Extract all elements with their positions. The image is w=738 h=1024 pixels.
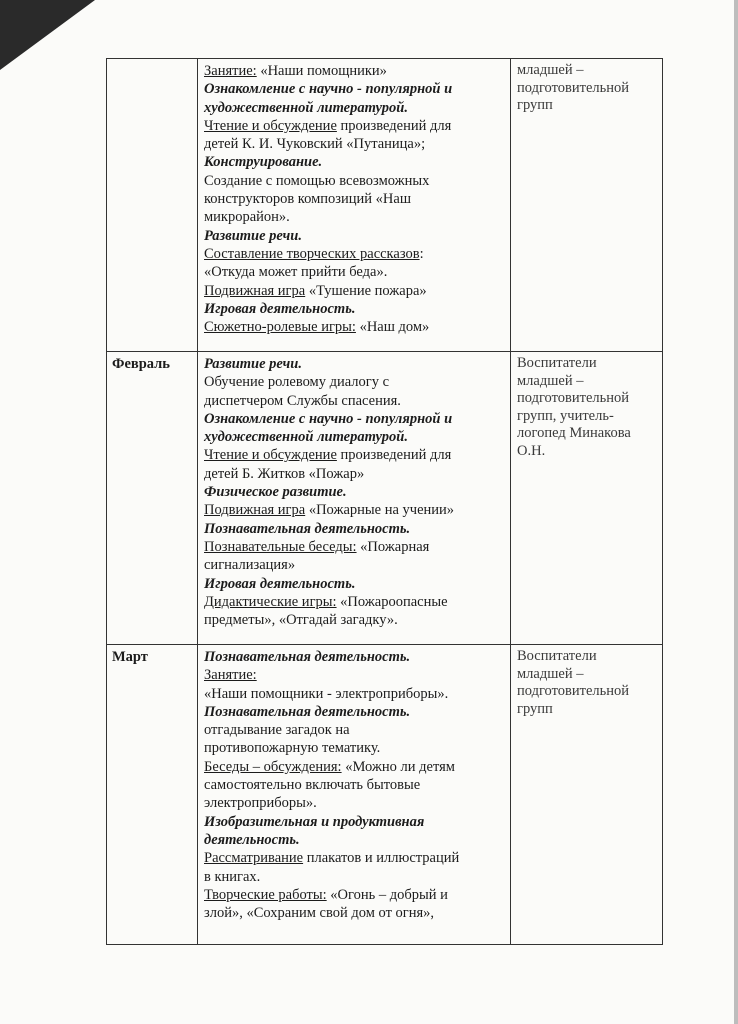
- activity-line: [204, 520, 504, 538]
- activity-line: [204, 99, 504, 117]
- activity-line: [204, 575, 504, 593]
- activity-type: Рассматривание: [204, 850, 304, 867]
- activity-line: [204, 318, 504, 336]
- activity-text: предметы», «Отгадай загадку».: [204, 612, 398, 629]
- responsible-line: подготовительной: [517, 683, 630, 699]
- activity-text: произведений для: [336, 117, 452, 134]
- section-heading: Физическое развитие.: [204, 484, 347, 501]
- section-heading: Ознакомление с научно - популярной и: [204, 410, 453, 427]
- activity-text: в книгах.: [204, 868, 261, 885]
- activity-line: [204, 739, 504, 757]
- activity-type: Чтение и обсуждение: [204, 447, 337, 464]
- activity-type: Сюжетно-ролевые игры:: [204, 319, 356, 336]
- section-heading: Познавательная деятельность.: [204, 649, 411, 665]
- responsible-line: подготовительной: [517, 79, 630, 96]
- activity-line: [204, 758, 504, 776]
- activity-line: [204, 556, 504, 574]
- activity-line: [204, 886, 504, 904]
- section-heading: Познавательная деятельность.: [204, 703, 411, 720]
- activity-text: «Наши помощники»: [256, 63, 387, 79]
- section-heading: Игровая деятельность.: [204, 575, 356, 592]
- activity-text: «Наши помощники - электроприборы».: [204, 685, 449, 702]
- activity-text: Создание с помощью всевозможных: [204, 172, 430, 189]
- activity-type: Беседы – обсуждения:: [204, 758, 342, 775]
- activity-type: Занятие:: [204, 63, 257, 79]
- activities-cell: [198, 645, 511, 945]
- activity-line: [204, 794, 504, 812]
- activity-line: [204, 593, 504, 611]
- responsible-cell: [511, 352, 663, 645]
- activity-type: Чтение и обсуждение: [204, 117, 337, 134]
- activity-type: Творческие работы:: [204, 886, 327, 903]
- responsible-cell: [511, 59, 663, 352]
- activity-line: [204, 703, 504, 721]
- activity-line: [204, 776, 504, 794]
- section-heading: деятельность.: [204, 831, 300, 848]
- activity-text: «Можно ли детям: [341, 758, 455, 775]
- responsible-line: Воспитатели: [517, 355, 597, 371]
- activity-text: детей Б. Житков «Пожар»: [204, 465, 365, 482]
- activity-line: [204, 373, 504, 391]
- activity-line: [204, 410, 504, 428]
- activity-type: Составление творческих рассказов: [204, 245, 420, 262]
- activity-line: [204, 666, 504, 684]
- activity-text: «Наш дом»: [355, 319, 430, 336]
- activity-text: самостоятельно включать бытовые: [204, 777, 421, 794]
- responsible-line: групп: [517, 700, 553, 717]
- activity-line: [204, 208, 504, 226]
- activity-line: [204, 245, 504, 263]
- responsible-line: подготовительной: [517, 390, 630, 406]
- activity-type: Занятие:: [204, 667, 257, 684]
- activity-text: Обучение ролевому диалогу с: [204, 374, 390, 391]
- responsible-line: младшей –: [517, 62, 584, 78]
- section-heading: Изобразительная и продуктивная: [204, 813, 425, 830]
- responsible-line: младшей –: [517, 372, 584, 389]
- activity-line: [204, 648, 504, 666]
- activity-line: [204, 538, 504, 556]
- activity-text: «Откуда может прийти беда».: [204, 264, 388, 281]
- activity-line: [204, 611, 504, 629]
- activity-text: злой», «Сохраним свой дом от огня»,: [204, 905, 435, 922]
- responsible-line: групп, учитель-: [517, 407, 614, 424]
- activity-text: сигнализация»: [204, 557, 296, 574]
- section-heading: Познавательная деятельность.: [204, 520, 411, 537]
- activity-line: [204, 282, 504, 300]
- activity-text: детей К. И. Чуковский «Путаница»;: [204, 136, 426, 153]
- activity-text: «Пожарная: [356, 538, 430, 555]
- activity-line: [204, 117, 504, 135]
- month-cell: [107, 59, 198, 352]
- activity-line: [204, 153, 504, 171]
- activity-type: Подвижная игра: [204, 282, 306, 299]
- activity-type: Дидактические игры:: [204, 593, 337, 610]
- section-heading: художественной литературой.: [204, 99, 408, 116]
- month-cell: Февраль: [107, 352, 198, 645]
- section-heading: Конструирование.: [204, 154, 323, 171]
- activity-line: [204, 465, 504, 483]
- month-cell: Март: [107, 645, 198, 945]
- table-row: [107, 645, 663, 945]
- activity-plan-table: [106, 58, 663, 945]
- responsible-line: логопед Минакова: [517, 425, 631, 441]
- table-body: [107, 59, 663, 945]
- section-heading: художественной литературой.: [204, 429, 408, 446]
- responsible-line: групп: [517, 97, 553, 113]
- scan-corner-shadow: [0, 0, 95, 70]
- section-heading: Развитие речи.: [204, 356, 302, 372]
- responsible-cell: [511, 645, 663, 945]
- activity-line: [204, 300, 504, 318]
- table-row: [107, 352, 663, 645]
- activity-type: Подвижная игра: [204, 502, 306, 519]
- activity-type: Познавательные беседы:: [204, 538, 357, 555]
- activity-line: [204, 355, 504, 373]
- activity-text: «Огонь – добрый и: [326, 886, 448, 903]
- activity-line: [204, 428, 504, 446]
- activity-text: диспетчером Службы спасения.: [204, 392, 401, 409]
- activity-line: [204, 227, 504, 245]
- activity-line: [204, 446, 504, 464]
- responsible-line: Воспитатели: [517, 648, 597, 664]
- activity-line: [204, 190, 504, 208]
- activity-line: [204, 392, 504, 410]
- activity-text: электроприборы».: [204, 795, 317, 812]
- activities-cell: [198, 352, 511, 645]
- activity-line: [204, 80, 504, 98]
- activity-line: [204, 172, 504, 190]
- activity-line: [204, 721, 504, 739]
- activity-line: [204, 813, 504, 831]
- activity-line: [204, 831, 504, 849]
- activity-text: микрорайон».: [204, 209, 290, 226]
- activity-line: [204, 849, 504, 867]
- scan-edge: [734, 0, 738, 1024]
- section-heading: Игровая деятельность.: [204, 300, 356, 317]
- section-heading: Ознакомление с научно - популярной и: [204, 81, 453, 98]
- responsible-line: О.Н.: [517, 442, 546, 459]
- table-row: [107, 59, 663, 352]
- activity-line: [204, 135, 504, 153]
- activity-text: :: [419, 245, 424, 262]
- activity-line: [204, 62, 504, 80]
- activity-text: конструкторов композиций «Наш: [204, 191, 411, 208]
- activity-text: плакатов и иллюстраций: [303, 850, 460, 867]
- activity-text: отгадывание загадок на: [204, 722, 350, 739]
- activity-line: [204, 501, 504, 519]
- activity-text: «Тушение пожара»: [305, 282, 427, 299]
- responsible-line: младшей –: [517, 665, 584, 682]
- activity-line: [204, 904, 504, 922]
- activity-line: [204, 263, 504, 281]
- activity-text: «Пожароопасные: [336, 593, 448, 610]
- activity-line: [204, 483, 504, 501]
- activity-text: произведений для: [336, 447, 452, 464]
- activity-line: [204, 868, 504, 886]
- section-heading: Развитие речи.: [204, 227, 302, 244]
- activity-text: «Пожарные на учении»: [305, 502, 455, 519]
- activity-line: [204, 685, 504, 703]
- activities-cell: [198, 59, 511, 352]
- activity-text: противопожарную тематику.: [204, 740, 381, 757]
